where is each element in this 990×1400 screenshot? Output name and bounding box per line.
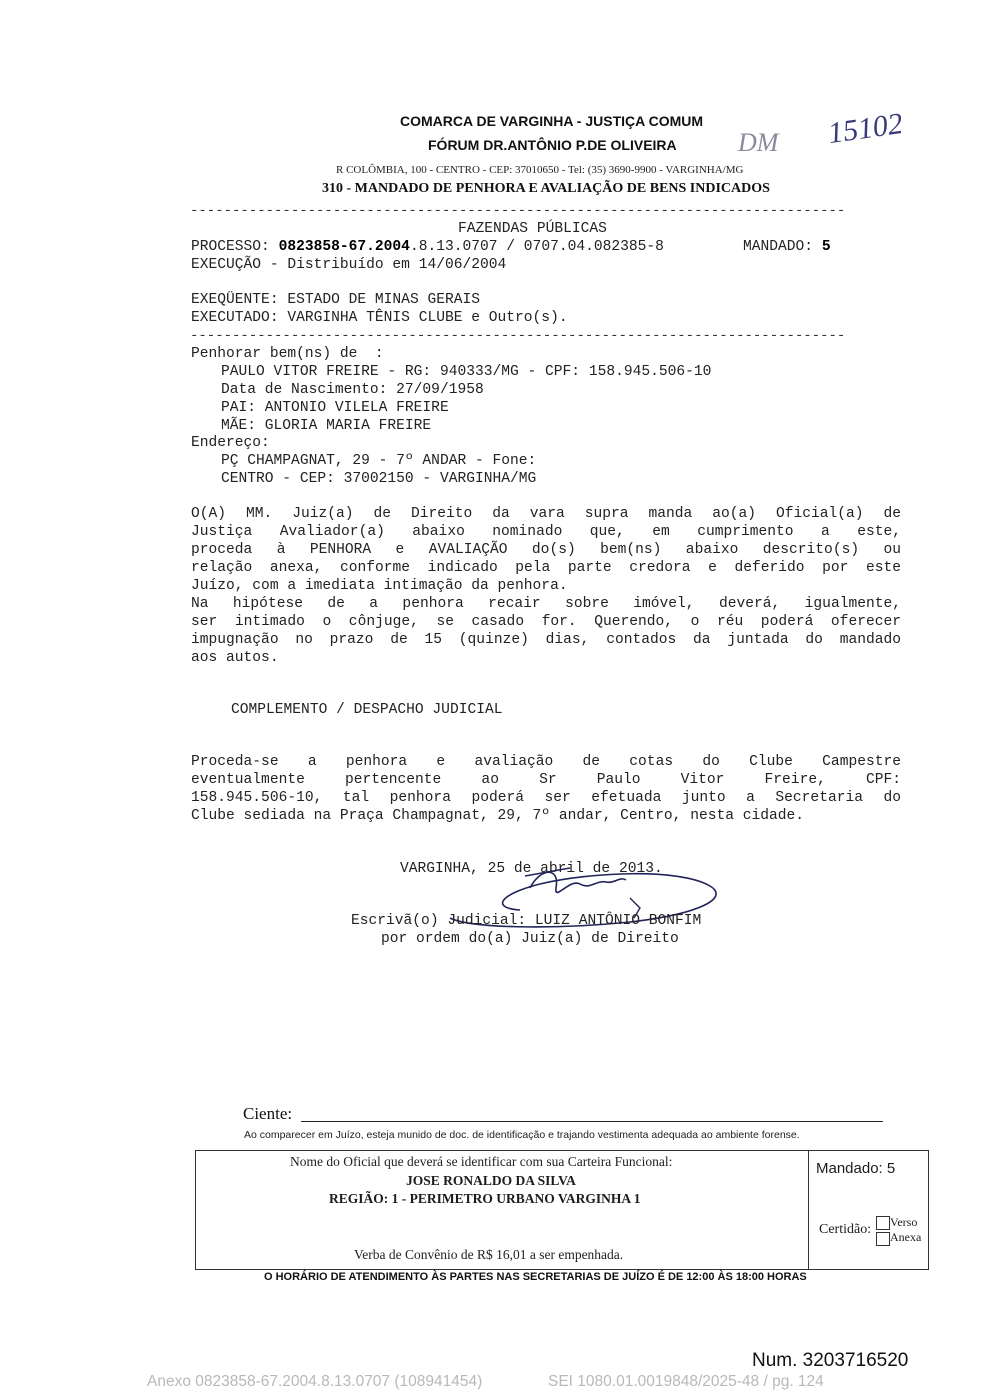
separator-middle: ------------------------------------------------------------------------------ [190,328,846,344]
mandado-line [743,239,831,257]
debtor-mother: MÃE: GLORIA MARIA FREIRE [221,418,432,434]
debtor-birth: Data de Nascimento: 27/09/1958 [221,382,484,398]
ciente-signature-line [301,1121,883,1122]
paragraph-despacho-line-3: 158.945.506-10, tal penhora poderá ser efetuada junto a Secretaria do [191,790,901,806]
anexa-checkbox[interactable] [876,1232,890,1246]
order-line: por ordem do(a) Juiz(a) de Direito [381,931,679,947]
address-label: Endereço: [191,435,270,451]
paragraph-despacho-line-4: Clube sediada na Praça Champagnat, 29, 7º andar, Centro, nesta cidade. [191,808,805,824]
certidao-options [876,1215,921,1246]
anexa-label: Anexa [890,1230,922,1245]
box-mandado-number: 5 [886,1160,896,1177]
footer-sei: SEI 1080.01.0019848/2025-48 / pg. 124 [548,1373,824,1390]
paragraph-despacho-line-1: Proceda-se a penhora e avaliação de cotas do Clube Campestre [191,754,901,770]
section-title: FAZENDAS PÚBLICAS [458,221,607,237]
paragraph-spouse-line-1: Na hipótese de a penhora recair sobre imóvel, deverá, igualmente, [191,596,901,612]
box-mandado [816,1160,895,1177]
debtor-address-line2: CENTRO - CEP: 37002150 - VARGINHA/MG [221,471,537,487]
mandado-label: MANDADO: [743,239,822,255]
handwritten-initials: DM [738,128,779,157]
paragraph-spouse-line-4: aos autos. [191,650,279,666]
verso-label: Verso [890,1215,918,1229]
processo-number-bold: 0823858-67.2004 [278,239,410,255]
paragraph-order-line-5: Juízo, com a imediata intimação da penhora. [191,578,568,594]
document-number: Num. 3203716520 [752,1350,909,1371]
footer-anexo: Anexo 0823858-67.2004.8.13.0707 (108941454) [147,1373,483,1390]
paragraph-spouse-line-3: impugnação no prazo de 15 (quinze) dias, contados da juntada do mandado [191,632,901,648]
document-type: 310 - MANDADO DE PENHORA E AVALIAÇÃO DE BENS INDICADOS [322,181,770,196]
paragraph-order-line-2: Justiça Avaliador(a) abaixo nominado que, em cumprimento a este, [191,524,901,540]
processo-label: PROCESSO: [191,239,279,255]
signature-date: VARGINHA, 25 de abril de 2013. [400,861,663,877]
execucao-line: EXECUÇÃO - Distribuído em 14/06/2004 [191,257,507,273]
verso-option[interactable] [876,1215,921,1230]
forum-name: FÓRUM DR.ANTÔNIO P.DE OLIVEIRA [428,137,677,153]
debtor-name: PAULO VITOR FREIRE - RG: 940333/MG - CPF: 158.945.506-10 [221,364,712,380]
processo-line [191,239,664,257]
verba-text: Verba de Convênio de R$ 16,01 a ser empenhada. [354,1247,624,1262]
clerk-line: Escrivã(o) Judicial: LUIZ ANTÔNIO BONFIM [351,913,702,929]
paragraph-despacho-line-2: eventualmente pertencente ao Sr Paulo Vitor Freire, CPF: [191,772,901,788]
certidao-label: Certidão: [819,1222,872,1237]
ciente-label: Ciente: [243,1104,293,1123]
court-address: R COLÔMBIA, 100 - CENTRO - CEP: 37010650 - Tel: (35) 3690-9900 - VARGINHA/MG [336,164,744,176]
paragraph-order-line-3: proceda à PENHORA e AVALIAÇÃO do(s) bem(ns) abaixo descrito(s) ou [191,542,901,558]
box-mandado-label: Mandado: [816,1160,883,1177]
officer-box [195,1150,929,1270]
ciente-note: Ao comparecer em Juízo, esteja munido de doc. de identificação e trajando vestimenta adequada ao ambiente forense. [244,1129,800,1141]
processo-number-rest: .8.13.0707 / 0707.04.082385-8 [409,239,664,255]
officer-instruction: Nome do Oficial que deverá se identificar com sua Carteira Funcional: [290,1154,673,1169]
hours-divider [196,1269,926,1270]
complemento-title: COMPLEMENTO / DESPACHO JUDICIAL [231,702,503,718]
anexa-option[interactable] [876,1230,921,1245]
court-name: COMARCA DE VARGINHA - JUSTIÇA COMUM [400,113,704,129]
exequente-line: EXEQÜENTE: ESTADO DE MINAS GERAIS [191,292,481,308]
executado-line: EXECUTADO: VARGINHA TÊNIS CLUBE e Outro(s). [191,310,568,326]
separator-top: ------------------------------------------------------------------------------ [190,203,846,219]
officer-box-divider [808,1151,809,1269]
paragraph-order-line-1: O(A) MM. Juiz(a) de Direito da vara supra manda ao(a) Oficial(a) de [191,506,901,522]
officer-name: JOSE RONALDO DA SILVA [406,1173,576,1188]
handwritten-page-number: 15102 [825,106,905,151]
officer-region: REGIÃO: 1 - PERIMETRO URBANO VARGINHA 1 [329,1191,641,1206]
paragraph-spouse-line-2: ser intimado o cônjuge, se casado for. Querendo, o réu poderá oferecer [191,614,901,630]
debtor-address-line1: PÇ CHAMPAGNAT, 29 - 7º ANDAR - Fone: [221,453,537,469]
paragraph-order-line-4: relação anexa, conforme indicado pela parte credora e deferido por este [191,560,901,576]
verso-checkbox[interactable] [876,1216,890,1230]
mandado-number: 5 [821,239,831,255]
debtor-intro: Penhorar bem(ns) de : [191,346,384,362]
debtor-father: PAI: ANTONIO VILELA FREIRE [221,400,449,416]
hours-notice: O HORÁRIO DE ATENDIMENTO ÀS PARTES NAS SECRETARIAS DE JUÍZO É DE 12:00 ÀS 18:00 HORAS [264,1271,807,1283]
